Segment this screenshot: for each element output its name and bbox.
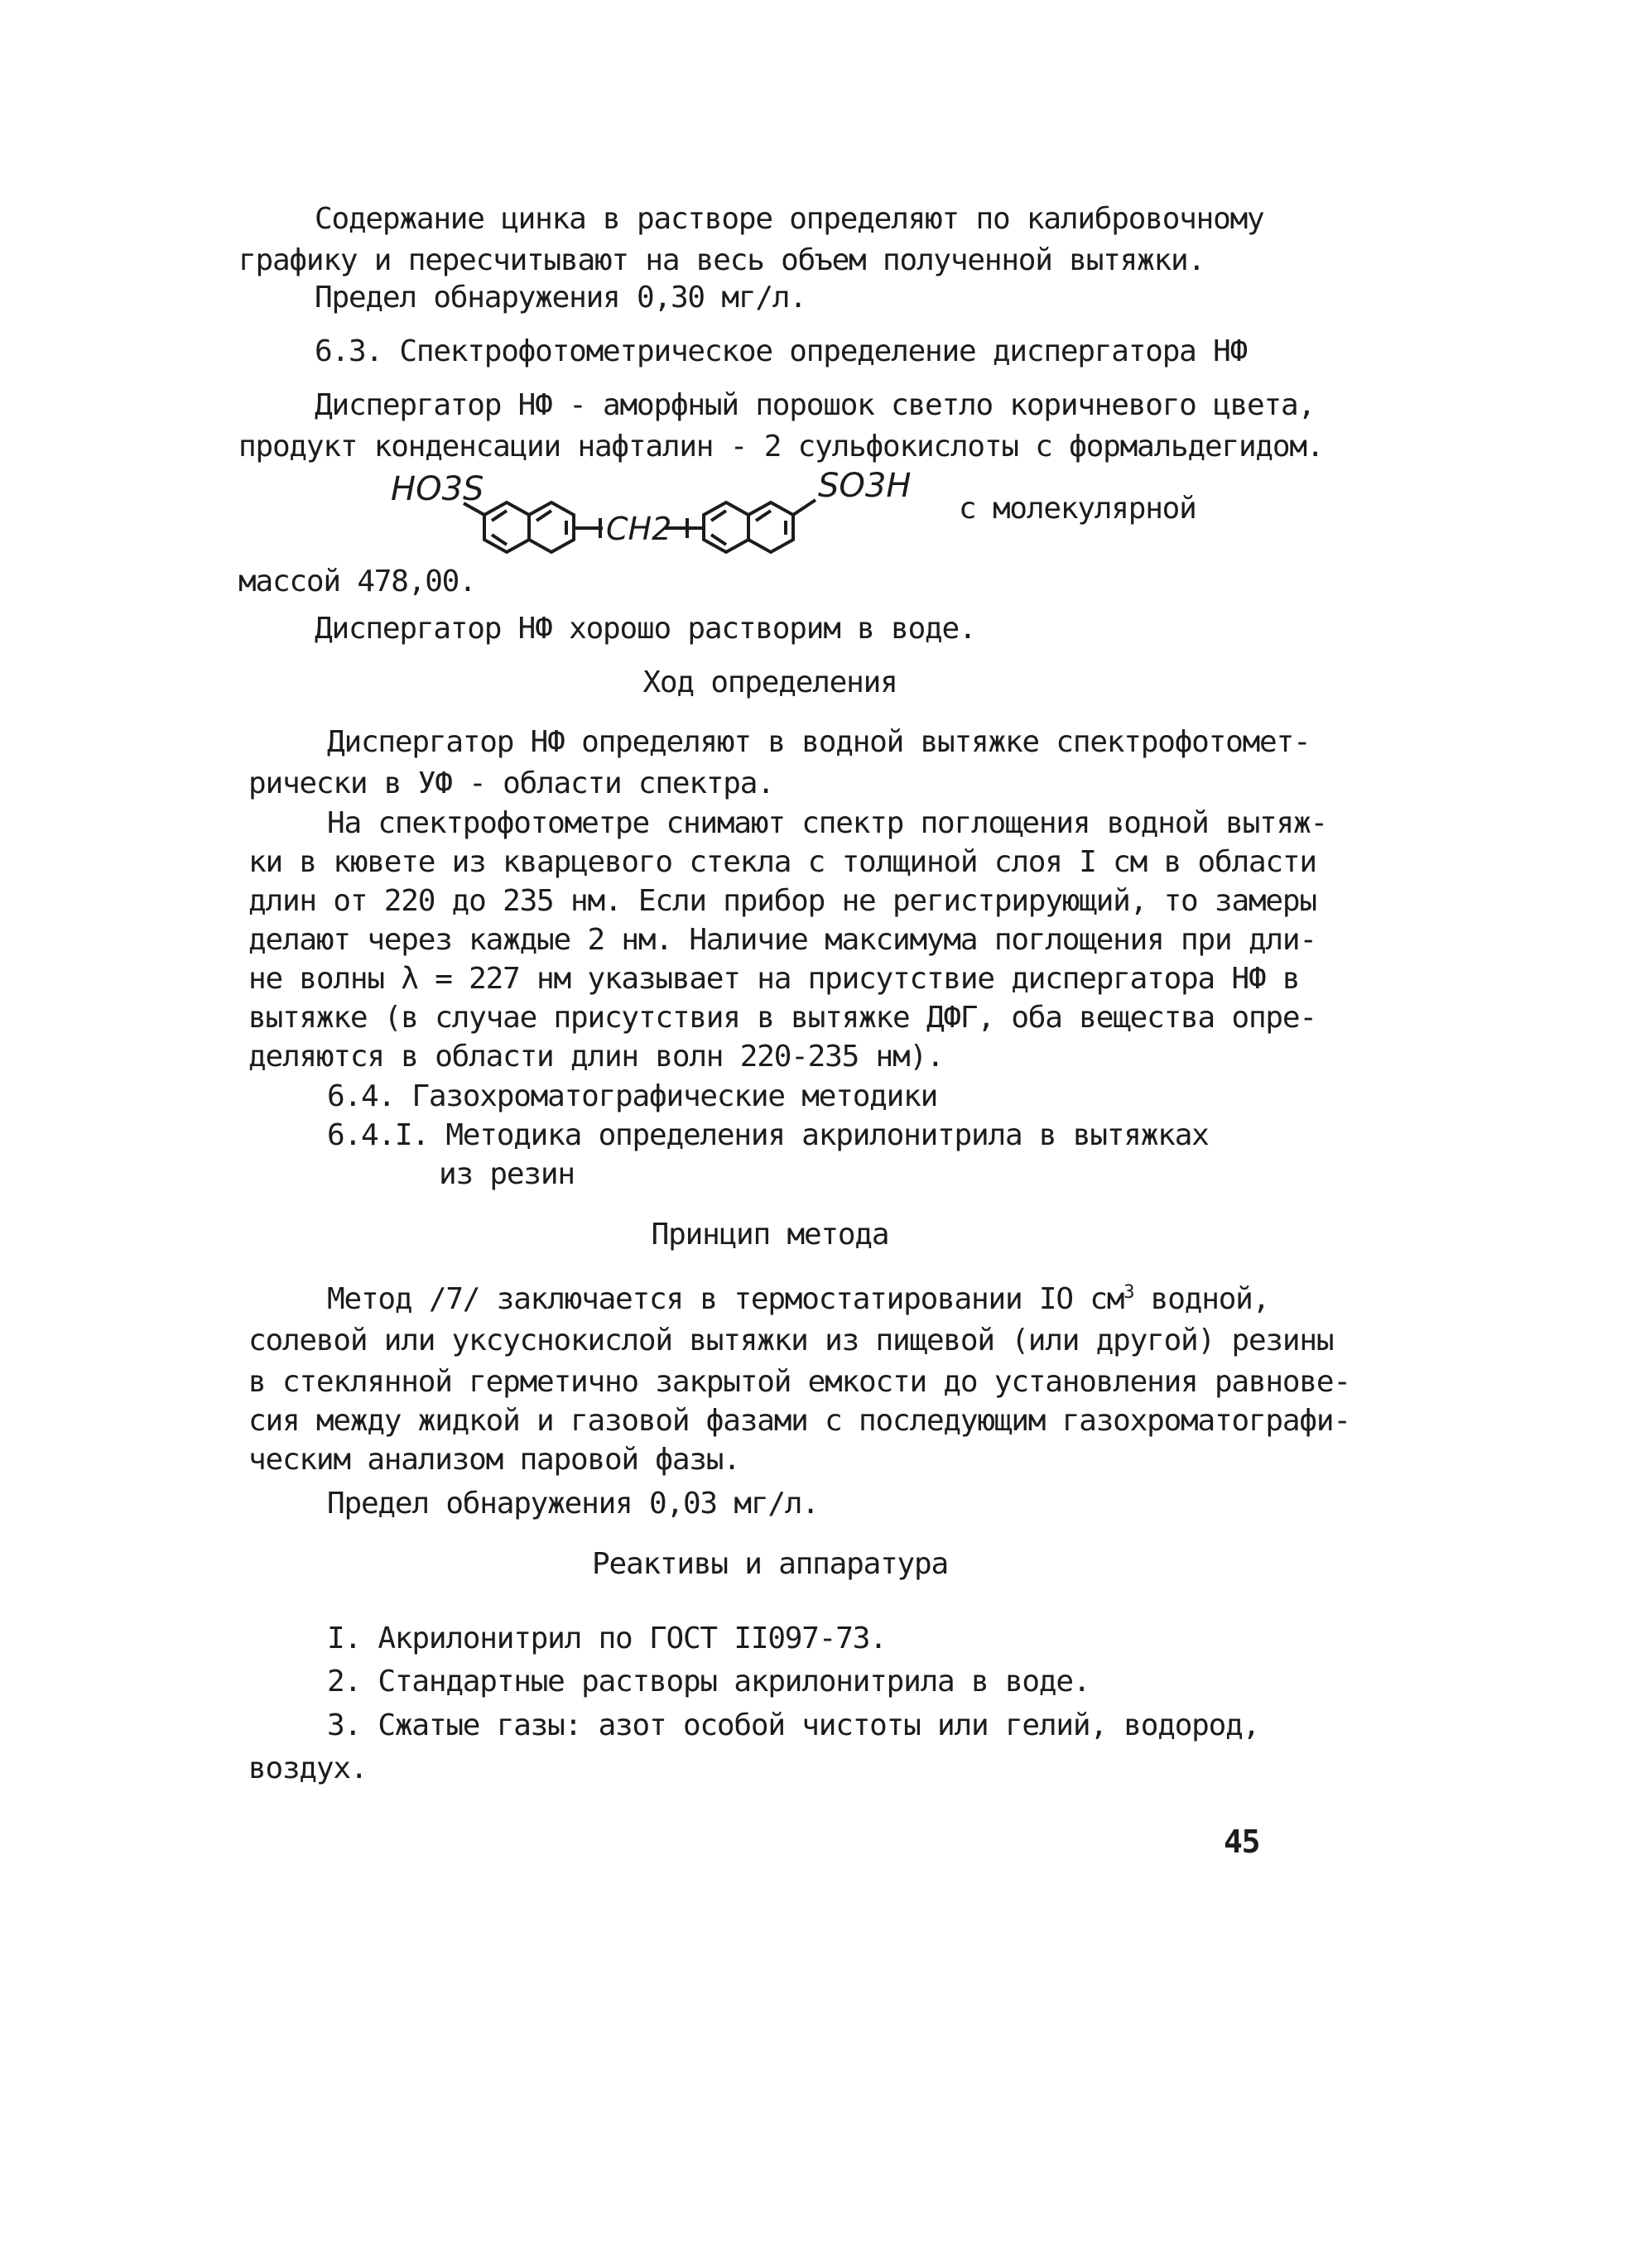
text-line [327, 1279, 1269, 1320]
text-line: Предел обнаружения 0,03 мг/л. [327, 1487, 819, 1521]
text-line: сия между жидкой и газовой фазами с последующим газохроматографи- [248, 1404, 1350, 1438]
formula-right-group: SO3H [818, 467, 912, 505]
formula-bridge: CH2 [606, 511, 672, 547]
list-item: воздух. [248, 1751, 368, 1785]
superscript: 3 [1123, 1282, 1134, 1303]
text-line: ки в кювете из кварцевого стекла с толщиной слоя I см в области [248, 845, 1316, 879]
text-line: продукт конденсации нафталин - 2 сульфокислоты с формальдегидом. [238, 430, 1324, 464]
formula-left-group: HO3S [391, 470, 484, 508]
text-line: деляются в области длин волн 220-235 нм). [248, 1040, 944, 1074]
text-line: делают через каждые 2 нм. Наличие максимума поглощения при дли- [248, 923, 1316, 957]
list-item: I. Акрилонитрил по ГОСТ II097-73. [327, 1622, 887, 1655]
text-line: ческим анализом паровой фазы. [248, 1443, 740, 1477]
text-line: На спектрофотометре снимают спектр поглощения водной вытяж- [327, 806, 1327, 840]
text-line: с молекулярной [959, 492, 1196, 526]
text-segment: Метод /7/ заключается в термостатировании IO см [327, 1282, 1124, 1316]
text-line: Диспергатор НФ - аморфный порошок светло коричневого цвета, [315, 388, 1315, 422]
text-line: длин от 220 до 235 нм. Если прибор не регистрирующий, то замеры [248, 884, 1316, 918]
text-line: Диспергатор НФ хорошо растворим в воде. [315, 612, 976, 646]
list-item: 3. Сжатые газы: азот особой чистоты или гелий, водород, [327, 1708, 1260, 1742]
text-line: не волны λ = 227 нм указывает на присутствие диспергатора НФ в [248, 962, 1300, 996]
section-heading: 6.3. Спектрофотометрическое определение диспергатора НФ [315, 334, 1248, 368]
text-line: массой 478,00. [238, 565, 476, 598]
subsection-heading: Ход определения [642, 666, 897, 699]
text-line: графику и пересчитывают на весь объем полученной вытяжки. [238, 243, 1205, 277]
text-line: Предел обнаружения 0,30 мг/л. [315, 281, 806, 315]
subsection-heading: Реактивы и аппаратура [592, 1547, 948, 1581]
list-item: 2. Стандартные растворы акрилонитрила в воде. [327, 1665, 1090, 1699]
text-segment: водной, [1133, 1282, 1270, 1316]
section-heading: 6.4. Газохроматографические методики [327, 1079, 938, 1113]
text-line: в стеклянной герметично закрытой емкости до установления равнове- [248, 1365, 1350, 1399]
text-line: Диспергатор НФ определяют в водной вытяжке спектрофотомет- [327, 725, 1311, 759]
section-heading: из резин [439, 1157, 575, 1191]
text-line: рически в УФ - области спектра. [248, 766, 774, 800]
page-number: 45 [1224, 1824, 1260, 1860]
text-line: вытяжке (в случае присутствия в вытяжке ДФГ, оба вещества опре- [248, 1001, 1316, 1035]
subsection-heading: Принцип метода [651, 1218, 889, 1252]
section-heading: 6.4.I. Методика определения акрилонитрила в вытяжках [327, 1118, 1209, 1152]
text-line: Содержание цинка в растворе определяют по калибровочному [315, 202, 1264, 236]
text-line: солевой или уксуснокислой вытяжки из пищевой (или другой) резины [248, 1324, 1334, 1357]
